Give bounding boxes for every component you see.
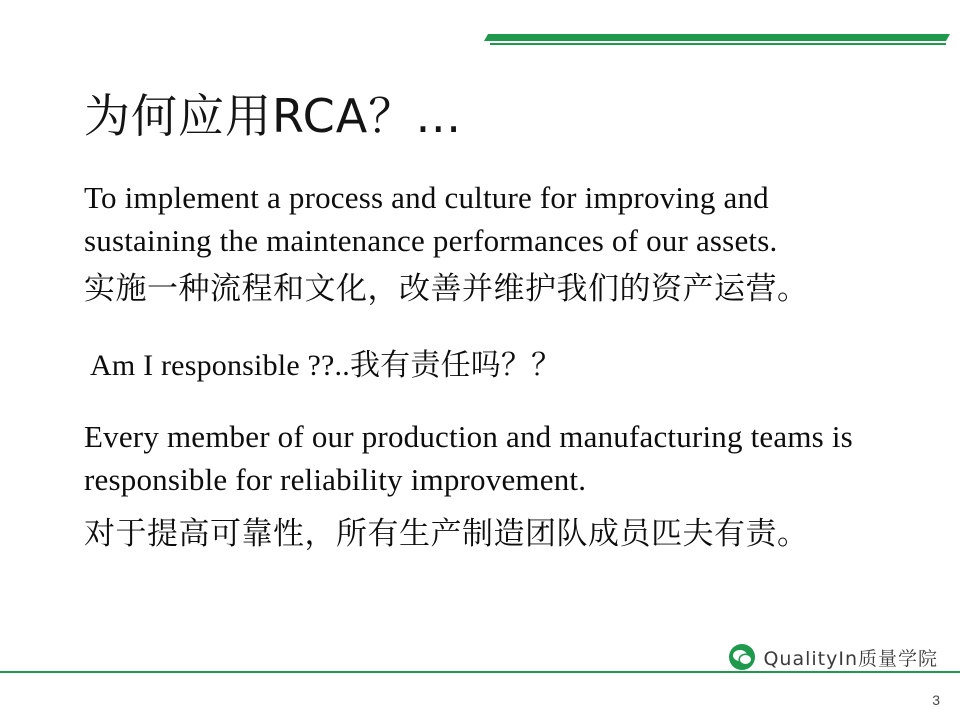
question-chinese-text: 我有责任吗？？ <box>349 347 562 383</box>
text-block-purpose <box>84 177 884 312</box>
responsibility-chinese-text: 对于提高可靠性，所有生产制造团队成员匹夫有责。 <box>84 515 809 552</box>
accent-bar-thin <box>490 43 946 45</box>
purpose-english-text: To implement a process and culture for improving and sustaining the maintenance performances of our assets. <box>84 179 778 258</box>
slide-content <box>84 90 884 556</box>
page-title: 为何应用RCA？… <box>84 89 463 143</box>
footer-brand <box>729 640 938 674</box>
top-accent-rule <box>484 34 946 46</box>
text-block-responsibility <box>84 416 884 556</box>
question-line <box>90 346 884 387</box>
page-number: 3 <box>932 692 940 708</box>
responsibility-english-text: Every member of our production and manufacturing teams is responsible for reliability improvement. <box>84 419 853 498</box>
purpose-chinese-text: 实施一种流程和文化，改善并维护我们的资产运营。 <box>84 271 809 308</box>
question-english-text: Am I responsible ??.. <box>90 348 350 382</box>
accent-bar-thick <box>484 34 950 41</box>
wechat-icon <box>729 644 755 670</box>
brand-label: QualityIn质量学院 <box>763 647 938 670</box>
